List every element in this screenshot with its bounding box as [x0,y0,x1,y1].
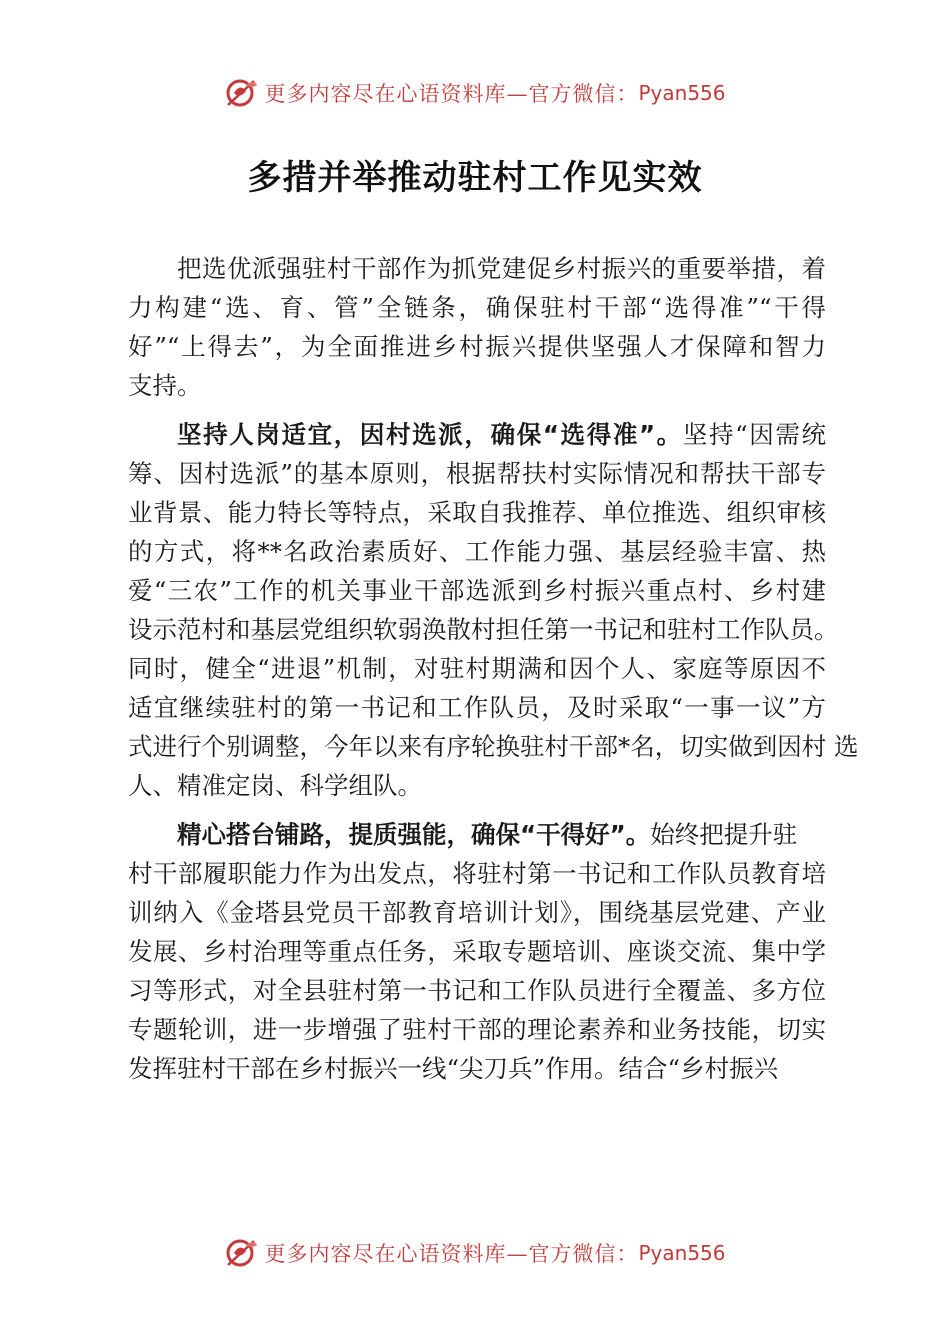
paragraph-1-line-4: 支持。 [128,371,202,400]
paragraph-1-line-2: 力构建“选、育、管”全链条，确保驻村干部“选得准”“干得 [128,293,826,322]
paragraph-2-line-5: 爱“三农”工作的机关事业干部选派到乡村振兴重点村、乡村建 [128,576,826,605]
paragraph-3-heading: 精心搭台铺路，提质强能，确保“干得好”。 [177,820,651,849]
rose-logo-icon [224,1235,260,1271]
paragraph-3-first-rest: 始终把提升驻 [650,820,798,849]
watermark-banner-bottom [0,1233,950,1273]
watermark-text: 更多内容尽在心语资料库—官方微信： [264,1242,639,1266]
watermark-banner-top [0,73,950,113]
rose-logo-icon [224,75,260,111]
paragraph-2-line-10: 人、精准定岗、科学组队。 [128,771,422,800]
paragraph-3-line-3: 训纳入《金塔县党员干部教育培训计划》，围绕基层党建、产业 [128,898,826,927]
paragraph-2-line-2: 筹、因村选派”的基本原则，根据帮扶村实际情况和帮扶干部专 [128,459,826,488]
paragraph-3-line-2: 村干部履职能力作为出发点，将驻村第一书记和工作队员教育培 [128,859,826,888]
paragraph-2-line-1 [177,418,826,452]
paragraph-2-line-6: 设示范村和基层党组织软弱涣散村担任第一书记和驻村工作队员。 [128,615,839,644]
paragraph-2-first-rest: 坚持“因需统 [682,420,827,449]
paragraph-3-line-4: 发展、乡村治理等重点任务，采取专题培训、座谈交流、集中学 [128,937,826,966]
watermark-wechat: Pyan556 [638,1241,726,1265]
paragraph-2-line-9: 式进行个别调整，今年以来有序轮换驻村干部*名，切实做到因村 选 [128,732,859,761]
paragraph-2-line-4: 的方式，将**名政治素质好、工作能力强、基层经验丰富、热 [128,537,826,566]
paragraph-1-line-3: 好”“上得去”，为全面推进乡村振兴提供坚强人才保障和智力 [128,332,826,361]
document-title: 多措并举推动驻村工作见实效 [247,158,703,198]
paragraph-1-line-1: 把选优派强驻村干部作为抓党建促乡村振兴的重要举措，着 [177,254,826,283]
paragraph-2-line-7: 同时，健全“进退”机制，对驻村期满和因个人、家庭等原因不 [128,654,826,683]
paragraph-3-line-5: 习等形式，对全县驻村第一书记和工作队员进行全覆盖、多方位 [128,976,826,1005]
paragraph-2-line-3: 业背景、能力特长等特点，采取自我推荐、单位推选、组织审核 [128,498,826,527]
paragraph-2-heading: 坚持人岗适宜，因村选派，确保“选得准”。 [177,420,683,449]
watermark-text: 更多内容尽在心语资料库—官方微信： [264,82,639,106]
paragraph-3-line-6: 专题轮训，进一步增强了驻村干部的理论素养和业务技能，切实 [128,1015,826,1044]
paragraph-2-line-8: 适宜继续驻村的第一书记和工作队员，及时采取“一事一议”方 [128,693,826,722]
paragraph-3-line-7: 发挥驻村干部在乡村振兴一线“尖刀兵”作用。结合“乡村振兴 [128,1054,779,1083]
paragraph-3-line-1 [177,818,797,852]
watermark-wechat: Pyan556 [638,81,726,105]
